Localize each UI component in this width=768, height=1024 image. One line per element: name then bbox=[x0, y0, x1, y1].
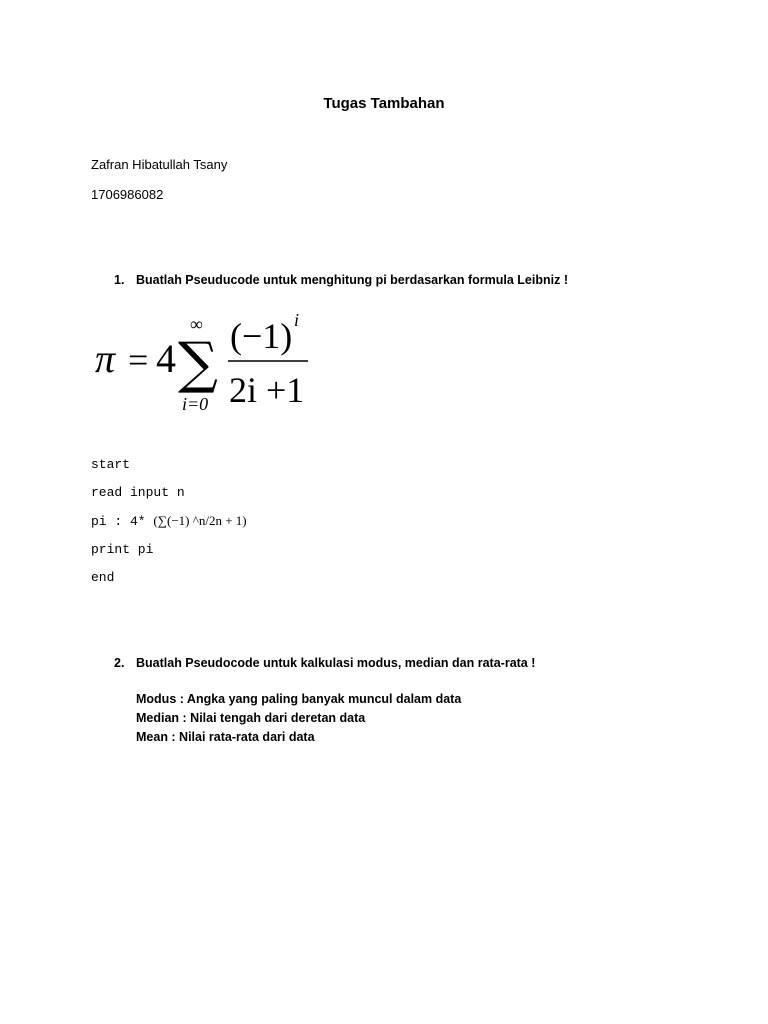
code-line-pi-math: (∑(−1) ^n/2n + 1) bbox=[153, 513, 247, 528]
code-line-end: end bbox=[91, 570, 115, 585]
definition-mean: Mean : Nilai rata-rata dari data bbox=[136, 730, 315, 744]
formula-pi: π bbox=[95, 336, 116, 381]
definition-modus: Modus : Angka yang paling banyak muncul dalam data bbox=[136, 692, 462, 706]
question-text: Buatlah Pseudocode untuk kalkulasi modus, median dan rata-rata ! bbox=[136, 656, 536, 670]
code-line-print: print pi bbox=[91, 542, 154, 557]
definition-median: Median : Nilai tengah dari deretan data bbox=[136, 711, 366, 725]
leibniz-formula bbox=[90, 310, 330, 420]
code-line-start: start bbox=[91, 457, 131, 472]
formula-equals: = bbox=[128, 340, 149, 380]
formula-coefficient: 4 bbox=[156, 336, 176, 381]
question-2 bbox=[114, 656, 535, 670]
code-line-pi-prefix: pi : 4* bbox=[91, 514, 154, 529]
formula-lower-limit: i=0 bbox=[182, 394, 209, 414]
formula-upper-limit: ∞ bbox=[190, 314, 203, 334]
formula-numerator: (−1) bbox=[230, 316, 293, 356]
formula-sigma: ∑ bbox=[178, 331, 218, 396]
code-line-pi bbox=[91, 513, 247, 529]
question-text: Buatlah Pseuducode untuk menghitung pi berdasarkan formula Leibniz ! bbox=[136, 273, 568, 287]
formula-denominator: 2i +1 bbox=[229, 370, 305, 410]
formula-numerator-exponent: i bbox=[294, 310, 300, 330]
student-id: 1706986082 bbox=[91, 187, 164, 202]
code-line-read-input: read input n bbox=[91, 485, 185, 500]
document-title: Tugas Tambahan bbox=[323, 95, 445, 112]
question-number: 2. bbox=[114, 656, 125, 670]
author-name: Zafran Hibatullah Tsany bbox=[91, 157, 228, 172]
question-1 bbox=[114, 273, 568, 287]
question-number: 1. bbox=[114, 273, 125, 287]
